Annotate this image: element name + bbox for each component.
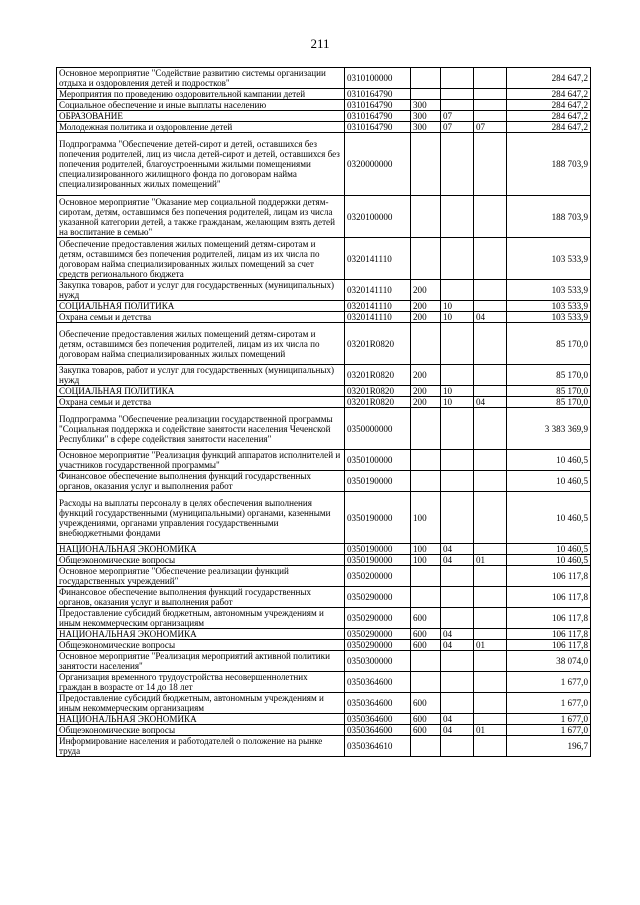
row-subsection bbox=[474, 386, 507, 397]
row-amount: 284 647,2 bbox=[507, 100, 591, 111]
row-code: 03201R0820 bbox=[345, 365, 411, 386]
row-expense-type: 300 bbox=[411, 111, 441, 122]
row-amount: 106 117,8 bbox=[507, 629, 591, 640]
row-name: Подпрограмма "Обеспечение детей-сирот и детей, оставшихся без попечения родителей, лиц из числа детей-сирот и детей, оставшихся без попечения родителей, благоустроенными жилыми помещениями специализированного жилищного фонда по договорам найма специализированных жилых помещений" bbox=[57, 133, 345, 196]
row-amount: 106 117,8 bbox=[507, 587, 591, 608]
row-amount: 10 460,5 bbox=[507, 555, 591, 566]
row-amount: 284 647,2 bbox=[507, 122, 591, 133]
row-name: Основное мероприятие "Реализация функций аппаратов исполнителей и участников государственной программы" bbox=[57, 450, 345, 471]
row-subsection bbox=[474, 693, 507, 714]
row-section bbox=[441, 471, 474, 492]
row-name: Закупка товаров, работ и услуг для государственных (муниципальных) нужд bbox=[57, 365, 345, 386]
row-subsection: 07 bbox=[474, 122, 507, 133]
row-expense-type: 100 bbox=[411, 492, 441, 544]
row-section bbox=[441, 196, 474, 238]
table-row bbox=[57, 100, 591, 111]
table-row bbox=[57, 312, 591, 323]
row-section bbox=[441, 323, 474, 365]
row-subsection: 01 bbox=[474, 555, 507, 566]
row-code: 03201R0820 bbox=[345, 386, 411, 397]
row-code: 0350364600 bbox=[345, 693, 411, 714]
row-code: 0350000000 bbox=[345, 408, 411, 450]
row-name: Охрана семьи и детства bbox=[57, 397, 345, 408]
row-expense-type bbox=[411, 471, 441, 492]
row-section bbox=[441, 587, 474, 608]
row-amount: 188 703,9 bbox=[507, 133, 591, 196]
row-amount: 103 533,9 bbox=[507, 280, 591, 301]
row-code: 0310100000 bbox=[345, 68, 411, 89]
row-amount: 10 460,5 bbox=[507, 471, 591, 492]
row-amount: 103 533,9 bbox=[507, 238, 591, 280]
table-row bbox=[57, 608, 591, 629]
row-section bbox=[441, 133, 474, 196]
table-row bbox=[57, 544, 591, 555]
row-subsection bbox=[474, 566, 507, 587]
row-section: 10 bbox=[441, 301, 474, 312]
row-subsection bbox=[474, 323, 507, 365]
row-subsection bbox=[474, 672, 507, 693]
row-name: Закупка товаров, работ и услуг для государственных (муниципальных) нужд bbox=[57, 280, 345, 301]
row-expense-type bbox=[411, 566, 441, 587]
row-amount: 38 074,0 bbox=[507, 651, 591, 672]
row-section bbox=[441, 651, 474, 672]
row-amount: 85 170,0 bbox=[507, 365, 591, 386]
table-row bbox=[57, 365, 591, 386]
row-code: 0350364600 bbox=[345, 672, 411, 693]
table-row bbox=[57, 133, 591, 196]
row-subsection bbox=[474, 133, 507, 196]
row-name: СОЦИАЛЬНАЯ ПОЛИТИКА bbox=[57, 386, 345, 397]
row-subsection bbox=[474, 89, 507, 100]
row-subsection bbox=[474, 301, 507, 312]
row-section: 04 bbox=[441, 714, 474, 725]
row-section bbox=[441, 450, 474, 471]
row-name: Охрана семьи и детства bbox=[57, 312, 345, 323]
row-subsection bbox=[474, 544, 507, 555]
row-code: 0310164790 bbox=[345, 122, 411, 133]
row-expense-type bbox=[411, 323, 441, 365]
row-name: Социальное обеспечение и иные выплаты населению bbox=[57, 100, 345, 111]
row-name: Организация временного трудоустройства несовершеннолетних граждан в возрасте от 14 до 18 лет bbox=[57, 672, 345, 693]
row-section: 04 bbox=[441, 629, 474, 640]
row-code: 0350364610 bbox=[345, 736, 411, 757]
table-row bbox=[57, 122, 591, 133]
row-expense-type: 200 bbox=[411, 365, 441, 386]
row-section bbox=[441, 608, 474, 629]
row-expense-type: 100 bbox=[411, 544, 441, 555]
table-row bbox=[57, 280, 591, 301]
row-expense-type: 200 bbox=[411, 301, 441, 312]
table-row bbox=[57, 471, 591, 492]
row-name: ОБРАЗОВАНИЕ bbox=[57, 111, 345, 122]
row-subsection bbox=[474, 365, 507, 386]
row-section bbox=[441, 365, 474, 386]
row-expense-type bbox=[411, 587, 441, 608]
row-section bbox=[441, 100, 474, 111]
row-name: НАЦИОНАЛЬНАЯ ЭКОНОМИКА bbox=[57, 544, 345, 555]
table-row bbox=[57, 672, 591, 693]
row-amount: 103 533,9 bbox=[507, 301, 591, 312]
row-expense-type: 200 bbox=[411, 312, 441, 323]
row-code: 0350190000 bbox=[345, 492, 411, 544]
row-amount: 10 460,5 bbox=[507, 544, 591, 555]
table-row bbox=[57, 238, 591, 280]
row-section bbox=[441, 238, 474, 280]
row-expense-type: 600 bbox=[411, 714, 441, 725]
row-expense-type: 300 bbox=[411, 100, 441, 111]
budget-table bbox=[56, 67, 591, 757]
row-amount: 10 460,5 bbox=[507, 492, 591, 544]
row-amount: 85 170,0 bbox=[507, 323, 591, 365]
row-subsection bbox=[474, 736, 507, 757]
row-amount: 196,7 bbox=[507, 736, 591, 757]
row-subsection: 01 bbox=[474, 725, 507, 736]
table-row bbox=[57, 629, 591, 640]
row-name: Обеспечение предоставления жилых помещений детям-сиротам и детям, оставшимся без попечения родителей, лицам из их числа по договорам найма специализированных жилых помещений bbox=[57, 323, 345, 365]
row-amount: 85 170,0 bbox=[507, 397, 591, 408]
row-section bbox=[441, 736, 474, 757]
row-code: 0350100000 bbox=[345, 450, 411, 471]
row-subsection bbox=[474, 450, 507, 471]
row-subsection bbox=[474, 471, 507, 492]
row-subsection bbox=[474, 714, 507, 725]
row-code: 0320000000 bbox=[345, 133, 411, 196]
row-amount: 1 677,0 bbox=[507, 725, 591, 736]
table-row bbox=[57, 408, 591, 450]
row-expense-type: 600 bbox=[411, 725, 441, 736]
row-expense-type bbox=[411, 68, 441, 89]
row-subsection bbox=[474, 408, 507, 450]
row-name: Обеспечение предоставления жилых помещений детям-сиротам и детям, оставшимся без попечения родителей, лицам из их числа по договорам найма специализированных жилых помещений за счет средств регионального бюджета bbox=[57, 238, 345, 280]
table-row bbox=[57, 397, 591, 408]
row-name: Общеэкономические вопросы bbox=[57, 640, 345, 651]
row-subsection bbox=[474, 492, 507, 544]
table-row bbox=[57, 68, 591, 89]
row-name: Финансовое обеспечение выполнения функций государственных органов, оказания услуг и выполнения работ bbox=[57, 587, 345, 608]
page-number: 211 bbox=[310, 36, 330, 51]
row-expense-type bbox=[411, 672, 441, 693]
row-code: 0310164790 bbox=[345, 100, 411, 111]
row-name: Основное мероприятие "Содействие развитию системы организации отдыха и оздоровления детей и подростков" bbox=[57, 68, 345, 89]
row-code: 0320100000 bbox=[345, 196, 411, 238]
row-code: 0350290000 bbox=[345, 629, 411, 640]
row-amount: 106 117,8 bbox=[507, 566, 591, 587]
row-code: 0350190000 bbox=[345, 544, 411, 555]
row-code: 0350200000 bbox=[345, 566, 411, 587]
row-section bbox=[441, 68, 474, 89]
row-name: Предоставление субсидий бюджетным, автономным учреждениям и иным некоммерческим организациям bbox=[57, 693, 345, 714]
table-row bbox=[57, 301, 591, 312]
row-subsection bbox=[474, 68, 507, 89]
row-expense-type: 200 bbox=[411, 397, 441, 408]
row-amount: 106 117,8 bbox=[507, 608, 591, 629]
row-amount: 284 647,2 bbox=[507, 111, 591, 122]
row-expense-type: 100 bbox=[411, 555, 441, 566]
row-code: 0350300000 bbox=[345, 651, 411, 672]
row-expense-type bbox=[411, 89, 441, 100]
table-row bbox=[57, 693, 591, 714]
row-section: 07 bbox=[441, 111, 474, 122]
row-code: 03201R0820 bbox=[345, 323, 411, 365]
table-row bbox=[57, 555, 591, 566]
row-code: 0320141110 bbox=[345, 238, 411, 280]
table-row bbox=[57, 714, 591, 725]
row-amount: 1 677,0 bbox=[507, 693, 591, 714]
row-section bbox=[441, 89, 474, 100]
row-name: Предоставление субсидий бюджетным, автономным учреждениям и иным некоммерческим организациям bbox=[57, 608, 345, 629]
row-section: 10 bbox=[441, 386, 474, 397]
row-code: 0350364600 bbox=[345, 714, 411, 725]
row-section: 04 bbox=[441, 544, 474, 555]
row-code: 0350190000 bbox=[345, 555, 411, 566]
row-expense-type bbox=[411, 651, 441, 672]
row-amount: 1 677,0 bbox=[507, 714, 591, 725]
row-expense-type: 600 bbox=[411, 693, 441, 714]
table-row bbox=[57, 89, 591, 100]
row-amount: 85 170,0 bbox=[507, 386, 591, 397]
row-name: Расходы на выплаты персоналу в целях обеспечения выполнения функций государственными (муниципальными) органами, казенными учреждениями, органами управления государственными внебюджетными фондами bbox=[57, 492, 345, 544]
row-section bbox=[441, 280, 474, 301]
row-expense-type bbox=[411, 408, 441, 450]
row-section bbox=[441, 693, 474, 714]
row-subsection: 04 bbox=[474, 312, 507, 323]
row-subsection bbox=[474, 608, 507, 629]
row-amount: 103 533,9 bbox=[507, 312, 591, 323]
row-expense-type bbox=[411, 238, 441, 280]
row-section: 04 bbox=[441, 725, 474, 736]
table-row bbox=[57, 566, 591, 587]
row-name: Общеэкономические вопросы bbox=[57, 555, 345, 566]
row-section bbox=[441, 566, 474, 587]
row-name: Основное мероприятие "Оказание мер социальной поддержки детям-сиротам, детям, оставшимся без попечения родителей, лицам из числа указанной категории детей, а также гражданам, желающим взять детей на воспитание в семью" bbox=[57, 196, 345, 238]
row-expense-type: 200 bbox=[411, 280, 441, 301]
row-code: 0320141110 bbox=[345, 312, 411, 323]
row-code: 0350290000 bbox=[345, 587, 411, 608]
row-section bbox=[441, 492, 474, 544]
row-amount: 188 703,9 bbox=[507, 196, 591, 238]
row-name: НАЦИОНАЛЬНАЯ ЭКОНОМИКА bbox=[57, 629, 345, 640]
row-expense-type: 300 bbox=[411, 122, 441, 133]
row-expense-type bbox=[411, 196, 441, 238]
row-section bbox=[441, 672, 474, 693]
row-code: 0310164790 bbox=[345, 111, 411, 122]
row-code: 0350290000 bbox=[345, 608, 411, 629]
row-name: Информирование населения и работодателей о положение на рынке труда bbox=[57, 736, 345, 757]
row-amount: 1 677,0 bbox=[507, 672, 591, 693]
row-subsection bbox=[474, 238, 507, 280]
row-amount: 284 647,2 bbox=[507, 68, 591, 89]
row-amount: 106 117,8 bbox=[507, 640, 591, 651]
row-expense-type: 600 bbox=[411, 608, 441, 629]
table-row bbox=[57, 736, 591, 757]
row-name: СОЦИАЛЬНАЯ ПОЛИТИКА bbox=[57, 301, 345, 312]
row-section: 10 bbox=[441, 397, 474, 408]
row-code: 0320141110 bbox=[345, 301, 411, 312]
row-expense-type: 600 bbox=[411, 629, 441, 640]
row-code: 0350290000 bbox=[345, 640, 411, 651]
table-row bbox=[57, 450, 591, 471]
row-name: Основное мероприятие "Обеспечение реализации функций государственных учреждений" bbox=[57, 566, 345, 587]
row-section: 07 bbox=[441, 122, 474, 133]
table-row bbox=[57, 111, 591, 122]
table-row bbox=[57, 386, 591, 397]
row-amount: 10 460,5 bbox=[507, 450, 591, 471]
row-expense-type: 200 bbox=[411, 386, 441, 397]
row-subsection bbox=[474, 111, 507, 122]
row-expense-type: 600 bbox=[411, 640, 441, 651]
table-row bbox=[57, 323, 591, 365]
row-expense-type bbox=[411, 450, 441, 471]
row-section bbox=[441, 408, 474, 450]
row-amount: 284 647,2 bbox=[507, 89, 591, 100]
row-code: 0320141110 bbox=[345, 280, 411, 301]
row-section: 10 bbox=[441, 312, 474, 323]
row-subsection bbox=[474, 100, 507, 111]
table-row bbox=[57, 587, 591, 608]
row-name: Финансовое обеспечение выполнения функций государственных органов, оказания услуг и выполнения работ bbox=[57, 471, 345, 492]
row-subsection: 01 bbox=[474, 640, 507, 651]
row-code: 0350364600 bbox=[345, 725, 411, 736]
row-subsection: 04 bbox=[474, 397, 507, 408]
row-expense-type bbox=[411, 736, 441, 757]
row-name: Основное мероприятие "Реализация мероприятий активной политики занятости населения" bbox=[57, 651, 345, 672]
row-code: 0310164790 bbox=[345, 89, 411, 100]
row-name: Общеэкономические вопросы bbox=[57, 725, 345, 736]
row-name: Мероприятия по проведению оздоровительной кампании детей bbox=[57, 89, 345, 100]
row-subsection bbox=[474, 651, 507, 672]
row-subsection bbox=[474, 629, 507, 640]
row-code: 03201R0820 bbox=[345, 397, 411, 408]
row-section: 04 bbox=[441, 555, 474, 566]
row-name: НАЦИОНАЛЬНАЯ ЭКОНОМИКА bbox=[57, 714, 345, 725]
table-row bbox=[57, 196, 591, 238]
budget-table-body bbox=[57, 68, 591, 757]
table-row bbox=[57, 640, 591, 651]
table-row bbox=[57, 492, 591, 544]
table-row bbox=[57, 725, 591, 736]
table-row bbox=[57, 651, 591, 672]
row-subsection bbox=[474, 280, 507, 301]
row-subsection bbox=[474, 196, 507, 238]
row-name: Молодежная политика и оздоровление детей bbox=[57, 122, 345, 133]
row-expense-type bbox=[411, 133, 441, 196]
row-section: 04 bbox=[441, 640, 474, 651]
row-name: Подпрограмма "Обеспечение реализации государственной программы "Социальная поддержка и содействие занятости населения Чеченской Республики" в сфере содействия занятости населения" bbox=[57, 408, 345, 450]
row-code: 0350190000 bbox=[345, 471, 411, 492]
row-subsection bbox=[474, 587, 507, 608]
row-amount: 3 383 369,9 bbox=[507, 408, 591, 450]
